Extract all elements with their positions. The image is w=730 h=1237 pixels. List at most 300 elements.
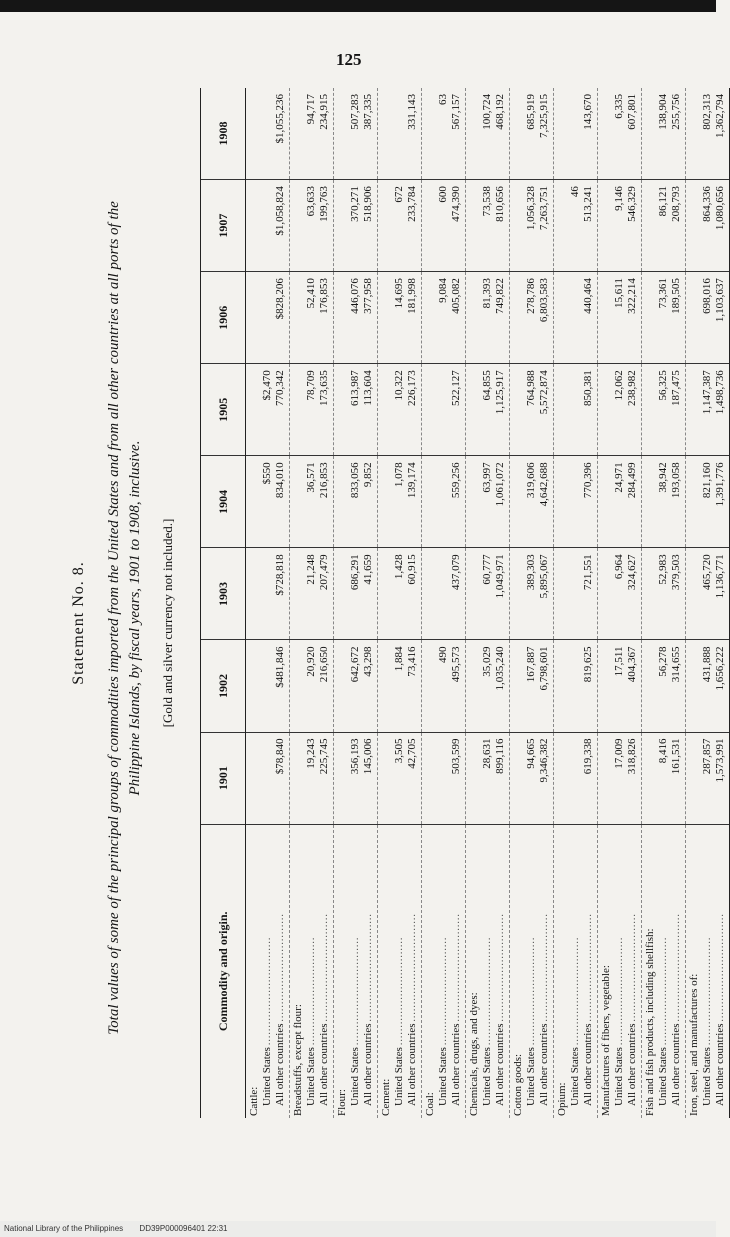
value: 43,298: [362, 646, 374, 677]
value-cell: [290, 180, 334, 272]
value: [437, 370, 450, 449]
value-cell: [422, 180, 466, 272]
value: [292, 186, 305, 265]
value: 356,193: [349, 738, 361, 775]
commodity-label: Cotton goods:: [512, 1053, 524, 1116]
value: [512, 278, 525, 357]
value: 379,503: [670, 554, 682, 591]
value: 78,709: [305, 370, 317, 401]
value-cell: [246, 88, 290, 180]
year-header: 1908: [201, 88, 246, 180]
value: 546,329: [626, 186, 638, 222]
commodity-cell: [378, 824, 422, 1118]
value-cell: [422, 732, 466, 824]
commodity-label: Fish and fish products, including shellfish:: [644, 928, 656, 1116]
value: [380, 554, 393, 633]
value: [380, 278, 393, 357]
year-header: 1903: [201, 548, 246, 640]
value: 145,006: [362, 738, 374, 775]
value: 1,884: [393, 646, 405, 672]
value: 238,982: [626, 370, 638, 406]
value: [644, 94, 657, 173]
value-cell: [246, 732, 290, 824]
value-cell: [642, 180, 686, 272]
value: [688, 739, 701, 818]
value: [468, 94, 481, 173]
table-row: [554, 88, 598, 1118]
value: 1,056,328: [525, 186, 537, 231]
value: [261, 278, 274, 357]
value: [556, 646, 569, 725]
value: [336, 739, 349, 818]
value-cell: [686, 548, 730, 640]
value: 21,248: [305, 554, 317, 585]
value: [437, 554, 450, 633]
commodity-cell: [554, 824, 598, 1118]
value: $1,055,236: [274, 94, 286, 144]
value: [248, 94, 261, 173]
value: [380, 370, 393, 449]
value: [600, 278, 613, 357]
value: 94,717: [305, 94, 317, 125]
value-cell: [510, 640, 554, 732]
value: [261, 94, 274, 173]
value: 17,009: [613, 738, 625, 769]
value: [248, 554, 261, 633]
value: 642,672: [349, 646, 361, 683]
value: 52,410: [305, 278, 317, 309]
commodity-label: All other countries . . .: [582, 831, 595, 1116]
value-cell: [378, 272, 422, 364]
value-cell: [290, 88, 334, 180]
commodity-label: Manufactures of fibers, vegetable:: [600, 965, 612, 1116]
value: [512, 94, 525, 173]
value: [569, 462, 582, 541]
value-cell: [290, 272, 334, 364]
commodity-label: United States . . .: [657, 831, 670, 1116]
commodity-label: All other countries . . .: [494, 831, 507, 1116]
value: 1,656,222: [714, 646, 726, 691]
value: [688, 186, 701, 265]
value: [424, 739, 437, 818]
value: 41,659: [362, 554, 374, 585]
value: 63,633: [305, 186, 317, 217]
value: $728,818: [274, 554, 286, 596]
value-cell: [378, 732, 422, 824]
commodity-cell: [290, 824, 334, 1118]
value-cell: [598, 364, 642, 456]
value: [336, 186, 349, 265]
footer-code: DD39P000096401 22:31: [139, 1224, 228, 1233]
value: [644, 462, 657, 541]
value: 819,625: [582, 646, 594, 683]
top-edge-bar: [0, 0, 716, 12]
value-cell: [466, 456, 510, 548]
value: [380, 462, 393, 541]
value: [437, 739, 450, 818]
value: [424, 646, 437, 725]
value: 208,793: [670, 186, 682, 222]
value: 8,416: [657, 738, 669, 764]
value: 12,062: [613, 370, 625, 401]
commodity-label: Iron, steel, and manufactures of:: [688, 973, 700, 1116]
value-cell: [246, 180, 290, 272]
commodity-label: All other countries . . .: [274, 831, 287, 1116]
value: [261, 739, 274, 818]
value: 1,136,771: [714, 554, 726, 599]
value: 138,904: [657, 94, 669, 130]
commodity-label: United States . . .: [569, 831, 582, 1116]
table-row: [422, 88, 466, 1118]
value: 1,125,917: [494, 370, 506, 415]
value: 28,631: [481, 738, 493, 769]
value: [688, 554, 701, 633]
value: 437,079: [450, 554, 462, 591]
table-row: [686, 88, 730, 1118]
value: [688, 370, 701, 449]
value: [600, 94, 613, 173]
value: [248, 370, 261, 449]
value: [512, 739, 525, 818]
value: [292, 94, 305, 173]
value: 559,256: [450, 462, 462, 499]
value-cell: [246, 456, 290, 548]
year-header: 1906: [201, 272, 246, 364]
commodity-label: United States . . .: [393, 831, 406, 1116]
value-cell: [290, 364, 334, 456]
value: [437, 462, 450, 541]
value: 207,479: [318, 554, 330, 591]
value: 468,192: [494, 94, 506, 130]
value: 1,498,736: [714, 370, 726, 415]
value: 495,573: [450, 646, 462, 683]
value: 474,390: [450, 186, 462, 222]
value: 6,335: [613, 94, 625, 119]
table-row: [334, 88, 378, 1118]
value: 10,322: [393, 370, 405, 401]
commodity-label: United States . . .: [613, 831, 626, 1116]
value-cell: [422, 272, 466, 364]
value: 9,146: [613, 186, 625, 211]
value-cell: [334, 88, 378, 180]
value: 319,606: [525, 462, 537, 499]
value: 405,082: [450, 278, 462, 314]
value: 324,627: [626, 554, 638, 591]
value: [424, 462, 437, 541]
value: 721,551: [582, 554, 594, 591]
rotated-page: [50, 28, 726, 1148]
value: 522,127: [450, 370, 462, 406]
value: 1,035,240: [494, 646, 506, 691]
value: $828,206: [274, 278, 286, 320]
value-cell: [510, 548, 554, 640]
value-cell: [686, 180, 730, 272]
value: 173,635: [318, 370, 330, 406]
value: [556, 94, 569, 173]
value: $481,846: [274, 646, 286, 688]
value: [512, 370, 525, 449]
value-cell: [290, 640, 334, 732]
value: [336, 646, 349, 725]
value: [248, 739, 261, 818]
value: 322,214: [626, 278, 638, 314]
commodity-label: United States . . .: [261, 831, 274, 1116]
value: 387,335: [362, 94, 374, 130]
value-cell: [378, 180, 422, 272]
value: 1,103,637: [714, 278, 726, 323]
value: [468, 186, 481, 265]
commodity-label: Cement:: [380, 1078, 392, 1116]
year-header: 1907: [201, 180, 246, 272]
table-row: [290, 88, 334, 1118]
value: 446,076: [349, 278, 361, 314]
value: 567,157: [450, 94, 462, 130]
year-header: 1902: [201, 640, 246, 732]
value: [380, 94, 393, 173]
year-header: 1901: [201, 732, 246, 824]
value-cell: [554, 180, 598, 272]
value: 113,604: [362, 370, 374, 406]
value: [336, 554, 349, 633]
value: [600, 646, 613, 725]
commodity-label: Chemicals, drugs, and dyes:: [468, 992, 480, 1116]
value-cell: [554, 456, 598, 548]
value-cell: [466, 272, 510, 364]
commodity-label: United States . . .: [349, 831, 362, 1116]
value: 38,942: [657, 462, 669, 493]
value: 834,010: [274, 462, 286, 499]
value: [424, 370, 437, 449]
value-cell: [510, 88, 554, 180]
value: 20,920: [305, 646, 317, 677]
value: 86,121: [657, 186, 669, 217]
value: [261, 186, 274, 265]
value: [569, 278, 582, 357]
value-cell: [378, 640, 422, 732]
value: 3,505: [393, 738, 405, 764]
value: 181,998: [406, 278, 418, 314]
value: 1,362,794: [714, 94, 726, 138]
value: 42,705: [406, 738, 418, 769]
value-cell: [378, 88, 422, 180]
value: [468, 739, 481, 818]
value: 698,016: [701, 278, 713, 314]
value: 73,538: [481, 186, 493, 217]
value: 314,655: [670, 646, 682, 683]
value: 503,599: [450, 738, 462, 775]
value: [512, 646, 525, 725]
value-cell: [642, 364, 686, 456]
value-cell: [642, 456, 686, 548]
value: [569, 646, 582, 725]
value: [688, 462, 701, 541]
commodity-label: United States . . .: [305, 831, 318, 1116]
value-cell: [598, 456, 642, 548]
value: 233,784: [406, 186, 418, 222]
value: 35,029: [481, 646, 493, 677]
commodity-label: Opium:: [556, 1082, 568, 1116]
value: [644, 186, 657, 265]
value: 143,670: [582, 94, 594, 130]
value: [644, 554, 657, 633]
table-row: [378, 88, 422, 1118]
value: [248, 462, 261, 541]
value-cell: [334, 640, 378, 732]
value-cell: [554, 548, 598, 640]
footer-bar: [0, 1221, 716, 1237]
value-cell: [686, 456, 730, 548]
value: [569, 554, 582, 633]
value: 255,756: [670, 94, 682, 130]
value: [292, 554, 305, 633]
value-cell: [642, 548, 686, 640]
commodity-label: All other countries . . .: [406, 831, 419, 1116]
value: [600, 462, 613, 541]
value: [688, 278, 701, 357]
value-cell: [246, 272, 290, 364]
value-cell: [686, 88, 730, 180]
value: [569, 370, 582, 449]
value: 1,078: [393, 462, 405, 488]
commodity-cell: [642, 824, 686, 1118]
commodity-cell: [422, 824, 466, 1118]
value-cell: [334, 732, 378, 824]
value-cell: [642, 88, 686, 180]
value-cell: [466, 732, 510, 824]
value: 465,720: [701, 554, 713, 591]
value: 9,346,382: [538, 738, 550, 783]
commodity-cell: [686, 824, 730, 1118]
value-cell: [510, 732, 554, 824]
value: 1,049,971: [494, 554, 506, 599]
value: 833,056: [349, 462, 361, 499]
value: 161,531: [670, 738, 682, 775]
table-body: [246, 88, 730, 1118]
footer-library: National Library of the Philippines: [4, 1224, 124, 1233]
value: 6,798,601: [538, 646, 550, 691]
commodity-cell: [334, 824, 378, 1118]
table-row: [466, 88, 510, 1118]
value: [556, 186, 569, 265]
value: [644, 278, 657, 357]
value-cell: [686, 272, 730, 364]
value-cell: [378, 364, 422, 456]
value: [380, 739, 393, 818]
value-cell: [378, 548, 422, 640]
value: 490: [437, 646, 449, 663]
value: [248, 186, 261, 265]
value: 613,987: [349, 370, 361, 406]
value: 370,271: [349, 186, 361, 222]
value: 94,665: [525, 738, 537, 769]
value: 431,888: [701, 646, 713, 683]
value-cell: [510, 180, 554, 272]
value: 216,650: [318, 646, 330, 683]
value: 189,505: [670, 278, 682, 314]
value: 193,058: [670, 462, 682, 499]
value-cell: [422, 640, 466, 732]
commodity-label: All other countries . . .: [450, 831, 463, 1116]
value: [248, 278, 261, 357]
value-cell: [686, 732, 730, 824]
value: [556, 462, 569, 541]
commodity-label: Breadstuffs, except flour:: [292, 1004, 304, 1116]
value: 9,084: [437, 278, 449, 303]
value-cell: [246, 364, 290, 456]
value-cell: [554, 364, 598, 456]
statement-description: Total values of some of the principal groups of commodities imported from the United States and from all other countries at all ports of the Philippine Islands, by fiscal years, 1901 to 1908, inclusive.: [106, 201, 143, 1035]
value: 176,853: [318, 278, 330, 314]
value: 17,511: [613, 646, 625, 677]
value-cell: [246, 548, 290, 640]
value: 513,241: [582, 186, 594, 222]
value: 600: [437, 186, 449, 203]
value: [336, 370, 349, 449]
value: 287,857: [701, 738, 713, 775]
value: [468, 370, 481, 449]
value: [569, 739, 582, 818]
value-cell: [554, 272, 598, 364]
value: 850,381: [582, 370, 594, 406]
value: 864,336: [701, 186, 713, 222]
commodity-label: All other countries . . .: [318, 831, 331, 1116]
value-cell: [642, 272, 686, 364]
value-cell: [422, 364, 466, 456]
value: 5,895,067: [538, 554, 550, 599]
value: [261, 646, 274, 725]
value: 1,573,991: [714, 738, 726, 783]
commodity-label: All other countries . . .: [714, 831, 727, 1116]
value: 7,325,915: [538, 94, 550, 138]
value: [512, 554, 525, 633]
value: 821,160: [701, 462, 713, 499]
commodity-label: United States . . .: [481, 831, 494, 1116]
value: 278,786: [525, 278, 537, 314]
value-cell: [554, 732, 598, 824]
value-cell: [510, 272, 554, 364]
value: 100,724: [481, 94, 493, 130]
value: 607,801: [626, 94, 638, 130]
commodity-cell: [246, 824, 290, 1118]
value: 284,499: [626, 462, 638, 499]
value: 5,572,874: [538, 370, 550, 415]
value: [336, 462, 349, 541]
value: 619,338: [582, 738, 594, 775]
value-cell: [466, 180, 510, 272]
value-cell: [290, 732, 334, 824]
commodity-label: Flour:: [336, 1089, 348, 1116]
value-cell: [422, 88, 466, 180]
value-cell: [378, 456, 422, 548]
value: 802,313: [701, 94, 713, 130]
commodity-label: Coal:: [424, 1092, 436, 1116]
value: 770,396: [582, 462, 594, 499]
value: 1,147,387: [701, 370, 713, 415]
commodity-label: All other countries . . .: [362, 831, 375, 1116]
value: 56,278: [657, 646, 669, 677]
value: [468, 462, 481, 541]
value-cell: [598, 180, 642, 272]
commodity-label: United States . . .: [525, 831, 538, 1116]
value: [468, 554, 481, 633]
value: 226,173: [406, 370, 418, 406]
value: [248, 646, 261, 725]
value: $78,840: [274, 738, 286, 775]
value: 234,915: [318, 94, 330, 130]
value: [292, 370, 305, 449]
value-cell: [422, 548, 466, 640]
value: 187,475: [670, 370, 682, 406]
